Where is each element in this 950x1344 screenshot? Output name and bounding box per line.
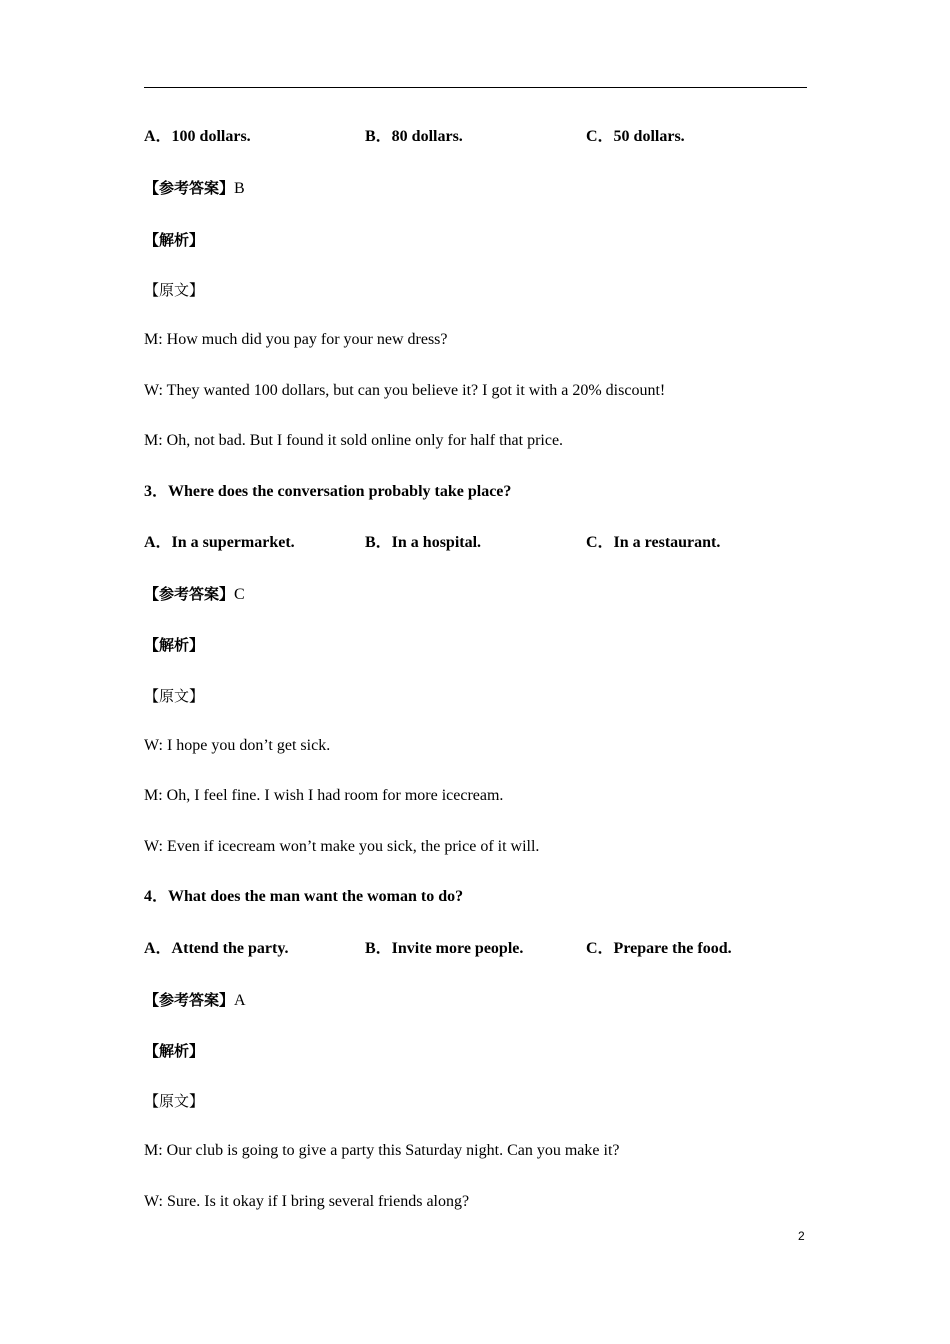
- q4-option-c: C．Prepare the food.: [586, 940, 732, 957]
- q3-transcript-line: M: Oh, I feel fine. I wish I had room for more icecream.: [144, 787, 504, 804]
- q4-answer: [144, 990, 246, 1011]
- q4-question: 4．What does the man want the woman to do?: [144, 888, 464, 905]
- answer-label: 【参考答案】: [144, 179, 235, 197]
- q3-transcript-line: W: I hope you don’t get sick.: [144, 737, 331, 754]
- q3-option-b: B．In a hospital.: [365, 534, 482, 551]
- q2-transcript-label: 【原文】: [144, 281, 205, 299]
- q2-analysis-label: 【解析】: [144, 231, 205, 249]
- q4-transcript-line: W: Sure. Is it okay if I bring several friends along?: [144, 1193, 470, 1210]
- q2-option-a: A．100 dollars.: [144, 128, 251, 145]
- q4-analysis-label: 【解析】: [144, 1042, 205, 1060]
- q3-transcript-label: 【原文】: [144, 687, 205, 705]
- answer-value: B: [234, 180, 245, 197]
- header-rule: [144, 87, 807, 88]
- q2-transcript-line: M: How much did you pay for your new dress?: [144, 331, 448, 348]
- q2-option-c: C．50 dollars.: [586, 128, 685, 145]
- q4-option-a: A．Attend the party.: [144, 940, 289, 957]
- q3-question: 3．Where does the conversation probably take place?: [144, 483, 512, 500]
- q4-transcript-line: M: Our club is going to give a party this Saturday night. Can you make it?: [144, 1142, 620, 1159]
- q2-transcript-line: W: They wanted 100 dollars, but can you believe it? I got it with a 20% discount!: [144, 382, 666, 399]
- q4-option-b: B．Invite more people.: [365, 940, 524, 957]
- q4-transcript-label: 【原文】: [144, 1092, 205, 1110]
- q3-answer: [144, 584, 245, 605]
- q2-transcript-line: M: Oh, not bad. But I found it sold online only for half that price.: [144, 432, 564, 449]
- page-number: 2: [798, 1229, 805, 1243]
- q3-option-c: C．In a restaurant.: [586, 534, 721, 551]
- answer-label: 【参考答案】: [144, 991, 235, 1009]
- answer-value: A: [234, 992, 246, 1009]
- answer-value: C: [234, 586, 245, 603]
- q2-option-b: B．80 dollars.: [365, 128, 463, 145]
- q3-option-a: A．In a supermarket.: [144, 534, 295, 551]
- answer-label: 【参考答案】: [144, 585, 235, 603]
- q3-analysis-label: 【解析】: [144, 636, 205, 654]
- q2-answer: [144, 178, 245, 199]
- q3-transcript-line: W: Even if icecream won’t make you sick, the price of it will.: [144, 838, 540, 855]
